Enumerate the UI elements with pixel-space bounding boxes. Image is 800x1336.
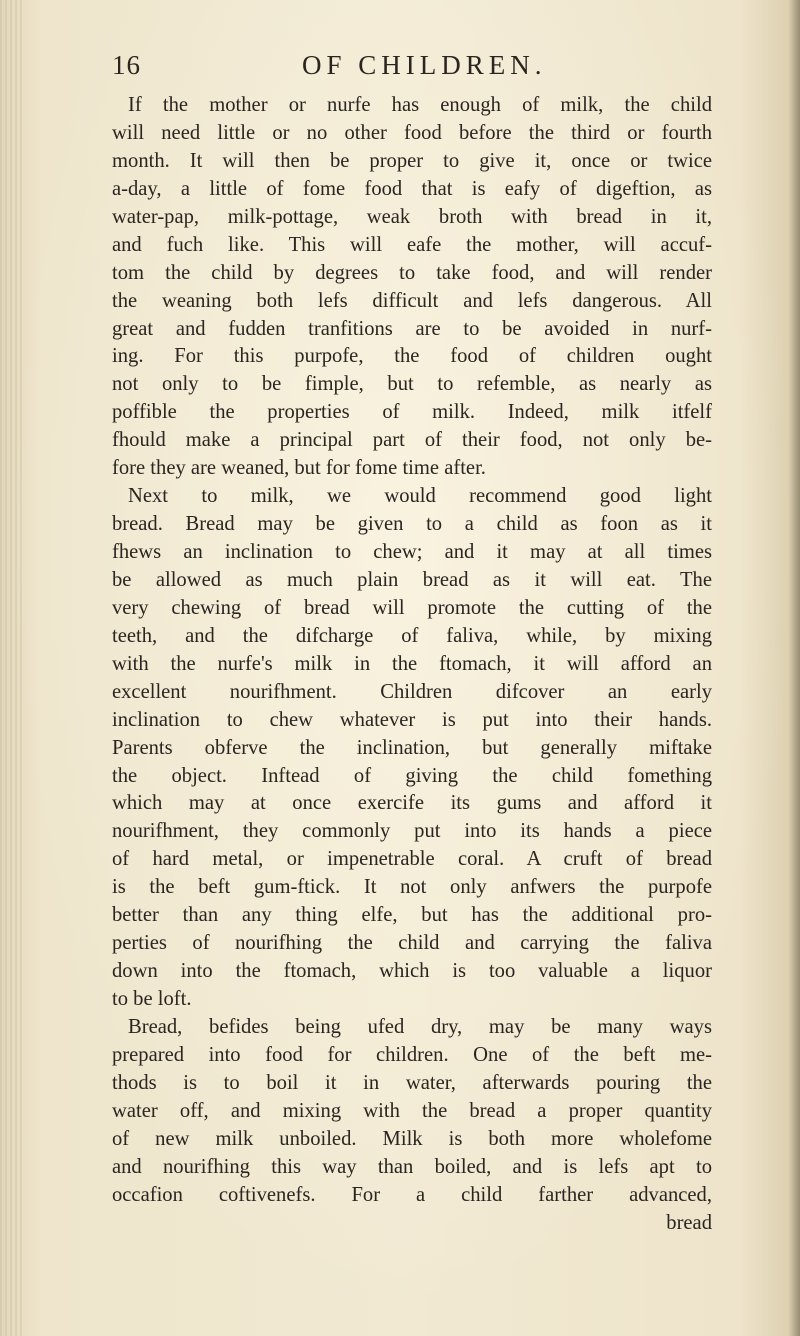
text-line: better than any thing elfe, but has the additional pro- bbox=[112, 904, 712, 927]
text-line: fore they are weaned, but for fome time after. bbox=[112, 457, 486, 480]
text-line: is the beft gum-ftick. It not only anfwers the purpofe bbox=[112, 876, 712, 899]
text-line: water-pap, milk-pottage, weak broth with bread in it, bbox=[112, 205, 712, 228]
text-line: bread. Bread may be given to a child as foon as it bbox=[112, 513, 712, 536]
text-line: month. It will then be proper to give it, once or twice bbox=[112, 149, 712, 172]
text-line: fhould make a principal part of their food, not only be- bbox=[112, 429, 712, 452]
text-line: of hard metal, or impenetrable coral. A cruft of bread bbox=[112, 848, 712, 871]
text-line: If the mother or nurfe has enough of milk, the child bbox=[128, 94, 712, 116]
text-line: inclination to chew whatever is put into their hands. bbox=[112, 708, 712, 731]
text-line: fhews an inclination to chew; and it may at all times bbox=[112, 541, 712, 563]
text-line: ing. For this purpofe, the food of children ought bbox=[112, 345, 712, 368]
text-line: nourifhment, they commonly put into its hands a piece bbox=[112, 820, 712, 843]
text-line: will need little or no other food before the third or fourth bbox=[112, 121, 712, 144]
text-line: occafion coftivenefs. For a child farther advanced, bbox=[112, 1183, 712, 1206]
text-line: to be loft. bbox=[112, 988, 192, 1010]
text-line: and fuch like. This will eafe the mother, will accuf- bbox=[112, 233, 712, 256]
text-line: a-day, a little of fome food that is eafy of digeftion, as bbox=[112, 177, 712, 200]
text-line: Parents obferve the inclination, but generally miftake bbox=[112, 736, 712, 759]
text-line: very chewing of bread will promote the cutting of the bbox=[112, 596, 712, 619]
text-line: thods is to boil it in water, afterwards pouring the bbox=[112, 1071, 712, 1094]
body-text bbox=[112, 92, 712, 1237]
text-line: prepared into food for children. One of the beft me- bbox=[112, 1043, 712, 1066]
text-line: the object. Inftead of giving the child fomething bbox=[112, 764, 712, 787]
page-number: 16 bbox=[112, 50, 141, 80]
text-line: teeth, and the difcharge of faliva, while, by mixing bbox=[112, 624, 712, 647]
text-line: with the nurfe's milk in the ftomach, it will afford an bbox=[112, 652, 712, 675]
text-line: water off, and mixing with the bread a proper quantity bbox=[112, 1099, 712, 1122]
text-line: great and fudden tranfitions are to be avoided in nurf- bbox=[112, 317, 712, 340]
text-line: of new milk unboiled. Milk is both more wholefome bbox=[112, 1127, 712, 1150]
text-line: perties of nourifhing the child and carrying the faliva bbox=[112, 932, 712, 955]
text-line: tom the child by degrees to take food, and will render bbox=[112, 261, 712, 284]
text-line: and nourifhing this way than boiled, and is lefs apt to bbox=[112, 1155, 712, 1178]
page-binding-edge bbox=[0, 0, 22, 1336]
text-line: excellent nourifhment. Children difcover an early bbox=[112, 680, 712, 703]
text-line: not only to be fimple, but to refemble, as nearly as bbox=[112, 373, 712, 396]
running-head: OF CHILDREN. bbox=[302, 50, 547, 80]
text-line: bread bbox=[666, 1211, 712, 1234]
text-line: Next to milk, we would recommend good light bbox=[128, 485, 712, 508]
page-header bbox=[112, 48, 712, 88]
text-line: be allowed as much plain bread as it will eat. The bbox=[112, 568, 712, 591]
text-line: Bread, befides being ufed dry, may be many ways bbox=[128, 1015, 712, 1038]
text-line: poffible the properties of milk. Indeed, milk itfelf bbox=[112, 401, 712, 424]
text-line: the weaning both lefs difficult and lefs dangerous. All bbox=[112, 289, 712, 312]
text-line: down into the ftomach, which is too valuable a liquor bbox=[112, 960, 712, 983]
page-fore-edge bbox=[788, 0, 800, 1336]
text-line: which may at once exercife its gums and afford it bbox=[112, 792, 712, 815]
